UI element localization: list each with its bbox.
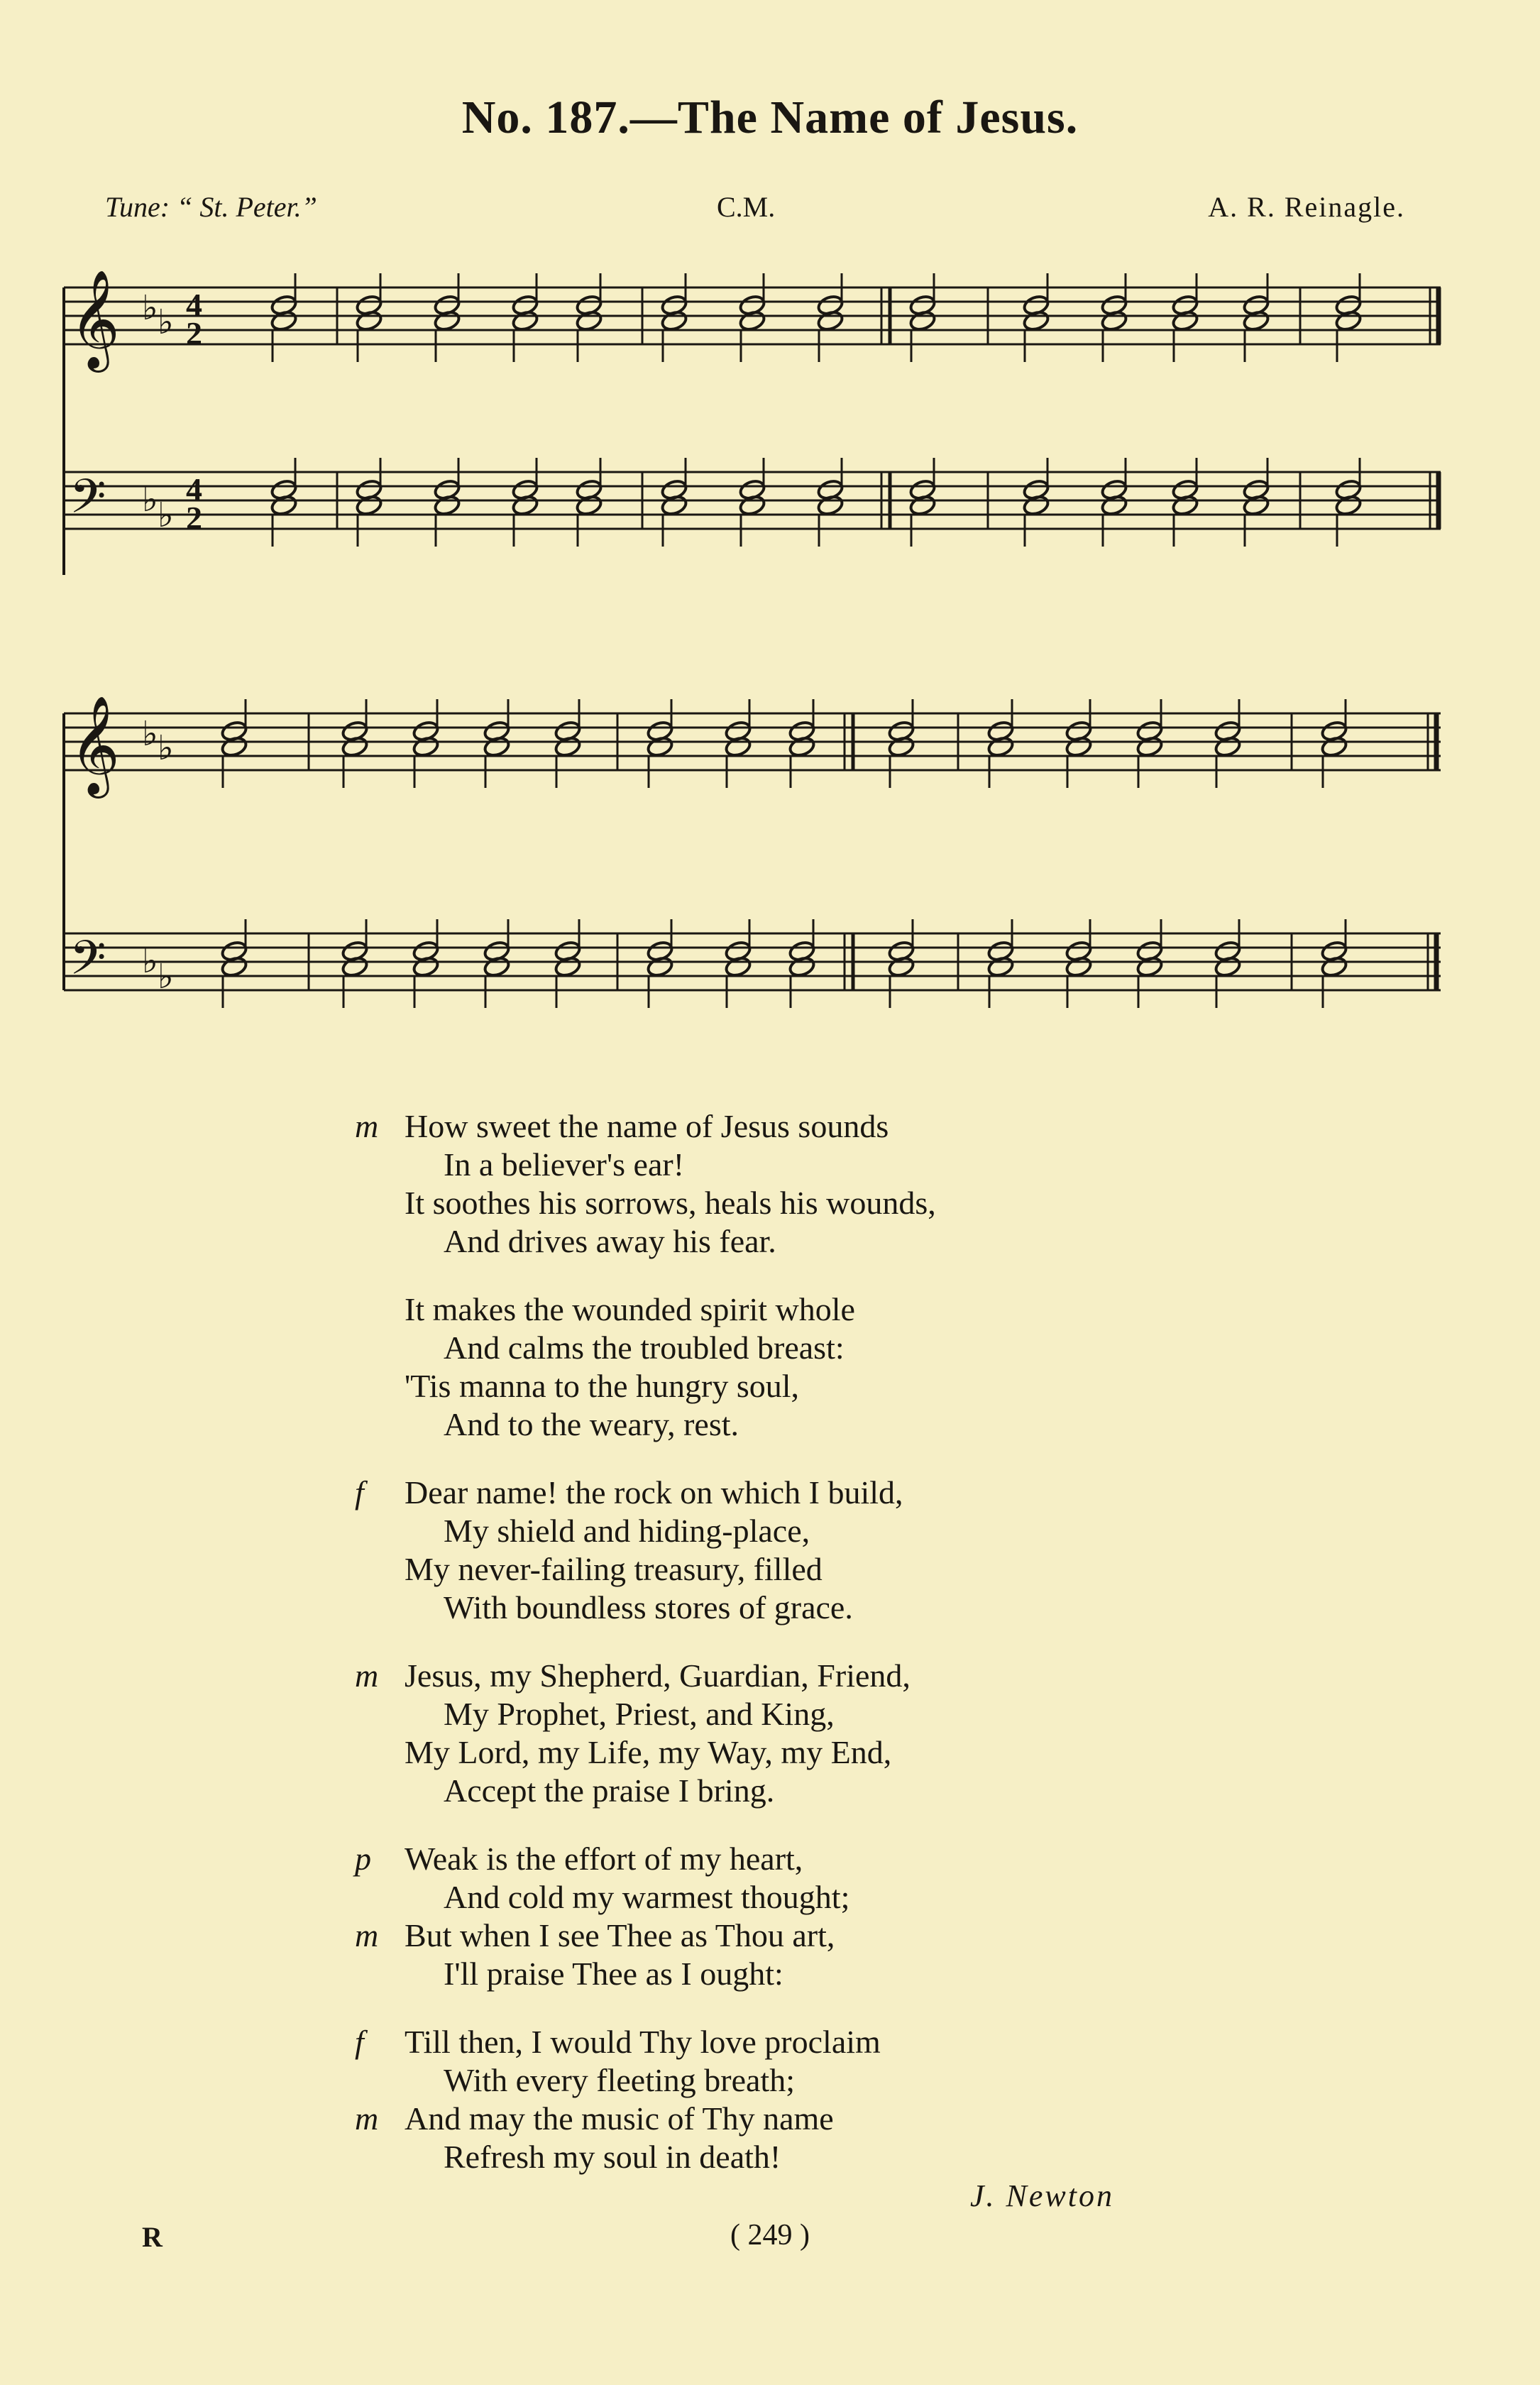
verse-line — [355, 2138, 1206, 2176]
dynamic-marking: f — [355, 2024, 364, 2060]
verse-line-text: But when I see Thee as Thou art, — [405, 1917, 835, 1953]
verse-line — [355, 1474, 1206, 1512]
hymn-title: No. 187.—The Name of Jesus. — [461, 92, 1079, 143]
flat-icon: ♭ — [158, 957, 174, 997]
verse-line-text: And to the weary, rest. — [444, 1406, 739, 1442]
flat-icon: ♭ — [142, 941, 158, 981]
time-signature-top: 4 — [186, 471, 202, 508]
verse-line-text: Weak is the effort of my heart, — [405, 1841, 803, 1877]
tune-name: Tune: “ St. Peter.” — [105, 191, 317, 223]
stanza — [355, 2023, 1206, 2176]
dynamic-marking: m — [355, 1657, 379, 1694]
flat-icon: ♭ — [142, 480, 158, 520]
verse-line-text: And calms the troubled breast: — [444, 1329, 845, 1366]
verse-line — [355, 1367, 1206, 1405]
time-signature-top: 4 — [186, 287, 202, 323]
flat-icon: ♭ — [142, 288, 158, 328]
verse-line-text: My shield and hiding-place, — [444, 1513, 810, 1549]
page-number: ( 249 ) — [730, 2219, 810, 2252]
tune-line — [0, 190, 1540, 233]
stanza — [355, 1290, 1206, 1444]
author: J. Newton — [970, 2178, 1114, 2213]
music-system-2 — [0, 692, 1540, 1061]
verse-line — [355, 1146, 1206, 1184]
verse-line-text: And cold my warmest thought; — [444, 1879, 850, 1915]
flat-icon: ♭ — [158, 302, 174, 342]
dynamic-marking: m — [355, 2100, 379, 2137]
verse-line — [355, 1733, 1206, 1772]
verse-line — [355, 2023, 1206, 2061]
signature-mark: R — [142, 2221, 163, 2253]
verse-line-text: My Prophet, Priest, and King, — [444, 1696, 835, 1732]
meter: C.M. — [717, 191, 776, 223]
composer: A. R. Reinagle. — [1208, 191, 1405, 223]
verse-line — [355, 1184, 1206, 1222]
hymn-verses — [355, 1107, 1206, 2206]
verse-line — [355, 1405, 1206, 1444]
dynamic-marking: p — [355, 1841, 371, 1877]
verse-line — [355, 1222, 1206, 1261]
verse-line-text: I'll praise Thee as I ought: — [444, 1956, 783, 1992]
verse-line — [355, 1329, 1206, 1367]
stanza — [355, 1107, 1206, 1261]
dynamic-marking: m — [355, 1108, 379, 1144]
bass-clef-icon: 𝄢 — [70, 931, 106, 997]
flat-icon: ♭ — [142, 714, 158, 754]
verse-line — [355, 1550, 1206, 1589]
verse-line-text: Accept the praise I bring. — [444, 1772, 775, 1809]
stanza — [355, 1840, 1206, 1993]
music-system-1 — [0, 263, 1540, 596]
verse-line-text: Jesus, my Shepherd, Guardian, Friend, — [405, 1657, 911, 1694]
time-signature-bottom: 2 — [186, 500, 202, 536]
time-signature-bottom: 2 — [186, 315, 202, 351]
stanza — [355, 1657, 1206, 1810]
verse-line — [355, 1772, 1206, 1810]
verse-line — [355, 2061, 1206, 2100]
dynamic-marking: m — [355, 1917, 379, 1953]
verse-line-text: With every fleeting breath; — [444, 2062, 795, 2098]
verse-line — [355, 1695, 1206, 1733]
verse-line — [355, 1657, 1206, 1695]
verse-line-text: It makes the wounded spirit whole — [405, 1291, 855, 1327]
verse-line — [355, 1917, 1206, 1955]
verse-line — [355, 1878, 1206, 1917]
verse-line — [355, 1589, 1206, 1627]
flat-icon: ♭ — [158, 495, 174, 535]
verse-line — [355, 1840, 1206, 1878]
dynamic-marking: f — [355, 1474, 364, 1510]
verse-line-text: And may the music of Thy name — [405, 2100, 834, 2137]
verse-line — [355, 1512, 1206, 1550]
flat-icon: ♭ — [158, 728, 174, 768]
verse-line — [355, 1955, 1206, 1993]
treble-clef-icon: 𝄞 — [70, 696, 120, 794]
verse-line-text: My Lord, my Life, my Way, my End, — [405, 1734, 892, 1770]
verse-line-text: How sweet the name of Jesus sounds — [405, 1108, 889, 1144]
bass-clef-icon: 𝄢 — [70, 469, 106, 535]
verse-line — [355, 1107, 1206, 1146]
stanza — [355, 1474, 1206, 1627]
verse-line-text: Till then, I would Thy love proclaim — [405, 2024, 881, 2060]
verse-line-text: With boundless stores of grace. — [444, 1589, 853, 1625]
verse-line-text: My never-failing treasury, filled — [405, 1551, 823, 1587]
treble-clef-icon: 𝄞 — [70, 270, 120, 368]
verse-line-text: And drives away his fear. — [444, 1223, 776, 1259]
verse-line-text: 'Tis manna to the hungry soul, — [405, 1368, 800, 1404]
verse-line-text: Refresh my soul in death! — [444, 2139, 781, 2175]
verse-line-text: Dear name! the rock on which I build, — [405, 1474, 903, 1510]
verse-line — [355, 2100, 1206, 2138]
verse-line — [355, 1290, 1206, 1329]
verse-line-text: It soothes his sorrows, heals his wounds, — [405, 1185, 936, 1221]
system-1-notes — [270, 273, 1362, 547]
verse-line-text: In a believer's ear! — [444, 1146, 685, 1183]
